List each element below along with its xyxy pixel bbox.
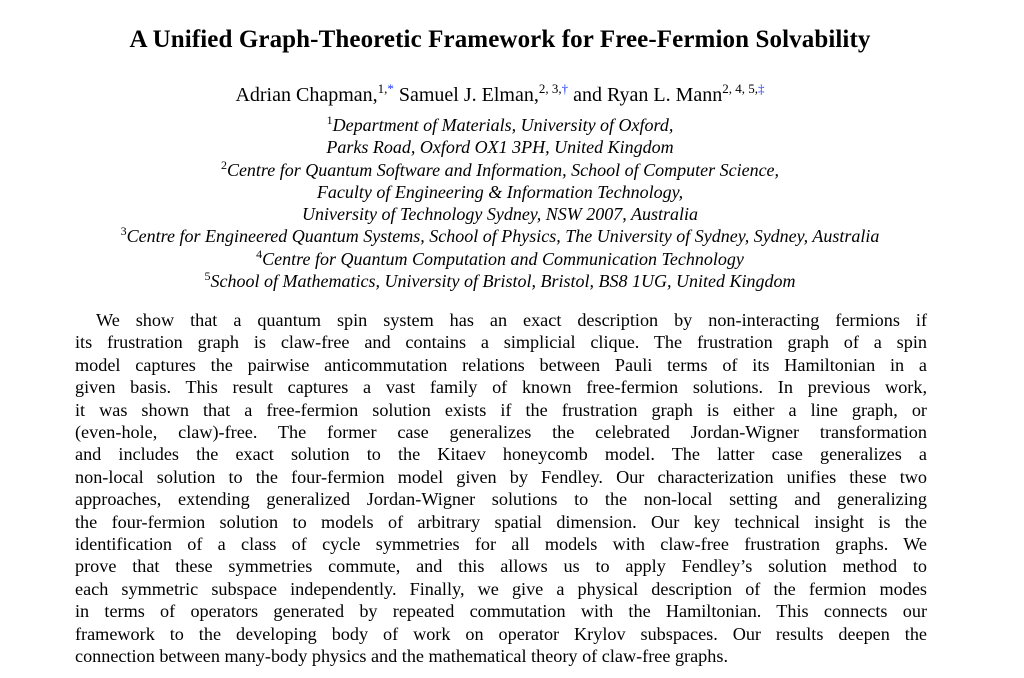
author-name: Adrian Chapman, <box>235 84 378 106</box>
abstract-line: and includes the exact solution to the Kitaev honeycomb model. The latter case generalizes a <box>75 444 927 465</box>
affiliation-number: 5 <box>204 269 211 284</box>
affiliation-text: University of Technology Sydney, NSW 2007, Australia <box>302 204 698 225</box>
abstract-line: it was shown that a free-fermion solution exists if the frustration graph is either a line graph, or <box>75 399 927 420</box>
author-name: Ryan L. Mann <box>607 84 723 106</box>
footnote-mark-link[interactable]: * <box>387 81 394 96</box>
author-affiliation-numbers: 2, 3, <box>538 81 562 96</box>
affiliation-text: School of Mathematics, University of Bristol, Bristol, BS8 1UG, United Kingdom <box>210 271 796 292</box>
abstract-line: each symmetric subspace independently. Finally, we give a physical description of the fermion modes <box>75 578 927 599</box>
affiliation-line <box>0 159 1000 181</box>
abstract-line: framework to the developing body of work on operator Krylov subspaces. Our results deepen the <box>75 623 927 644</box>
abstract-line: prove that these symmetries commute, and this allows us to apply Fendley’s solution method to <box>75 556 927 577</box>
author-separator: and <box>568 84 607 106</box>
affiliation-line <box>0 270 1000 292</box>
abstract-line: the four-fermion solution to models of arbitrary spatial dimension. Our key technical insight is the <box>75 511 927 532</box>
affiliation-text: Faculty of Engineering & Information Technology, <box>316 181 684 202</box>
affiliation-text: Centre for Quantum Computation and Communication Technology <box>262 248 744 269</box>
affiliation-line <box>0 136 1000 158</box>
abstract-line: given basis. This result captures a vast family of known free-fermion solutions. In previous work, <box>75 377 927 398</box>
affiliation-number: 3 <box>120 224 127 239</box>
affiliation-line <box>0 114 1000 136</box>
footnote-mark-link[interactable]: † <box>561 81 569 96</box>
footnote-mark-link[interactable]: ‡ <box>758 81 765 96</box>
affiliation-number: 2 <box>220 157 227 172</box>
author-affiliation-numbers: 1, <box>377 81 388 96</box>
abstract-line: identification of a class of cycle symmetries for all models with claw-free frustration graphs. We <box>75 534 927 555</box>
affiliation-line <box>0 248 1000 270</box>
affiliation-text: Department of Materials, University of Oxford, <box>332 115 674 135</box>
affiliation-line <box>0 225 1000 247</box>
abstract-line: (even-hole, claw)-free. The former case generalizes the celebrated Jordan-Wigner transformation <box>75 422 927 443</box>
affiliation-text: Centre for Engineered Quantum Systems, School of Physics, The University of Sydney, Sydney, Australia <box>126 226 880 247</box>
author-affiliation-numbers: 2, 4, 5, <box>722 81 759 96</box>
author-name: Samuel J. Elman, <box>398 84 539 106</box>
abstract-line: We show that a quantum spin system has an exact description by non-interacting fermions if <box>96 310 927 330</box>
abstract-line: its frustration graph is claw-free and contains a simplicial clique. The frustration graph of a spin <box>75 332 927 353</box>
abstract-line: in terms of operators generated by repeated commutation with the Hamiltonian. This connects our <box>75 601 927 622</box>
author-list <box>0 81 1000 107</box>
abstract-line: non-local solution to the four-fermion model given by Fendley. Our characterization unifies these two <box>75 466 927 487</box>
affiliation-line <box>0 181 1000 203</box>
paper-title: A Unified Graph-Theoretic Framework for Free-Fermion Solvability <box>129 26 871 53</box>
abstract <box>75 309 927 668</box>
affiliation-block <box>0 114 1000 292</box>
abstract-line: connection between many-body physics and the mathematical theory of claw-free graphs. <box>75 646 728 667</box>
affiliation-line <box>0 203 1000 225</box>
affiliation-number: 4 <box>256 246 263 261</box>
affiliation-text: Centre for Quantum Software and Information, School of Computer Science, <box>226 159 780 180</box>
abstract-line: approaches, extending generalized Jordan-Wigner solutions to the non-local setting and generalizing <box>75 489 927 510</box>
affiliation-number: 1 <box>326 113 333 127</box>
abstract-line: model captures the pairwise anticommutation relations between Pauli terms of its Hamiltonian in a <box>75 354 927 375</box>
affiliation-text: Parks Road, Oxford OX1 3PH, United Kingdom <box>326 137 674 158</box>
